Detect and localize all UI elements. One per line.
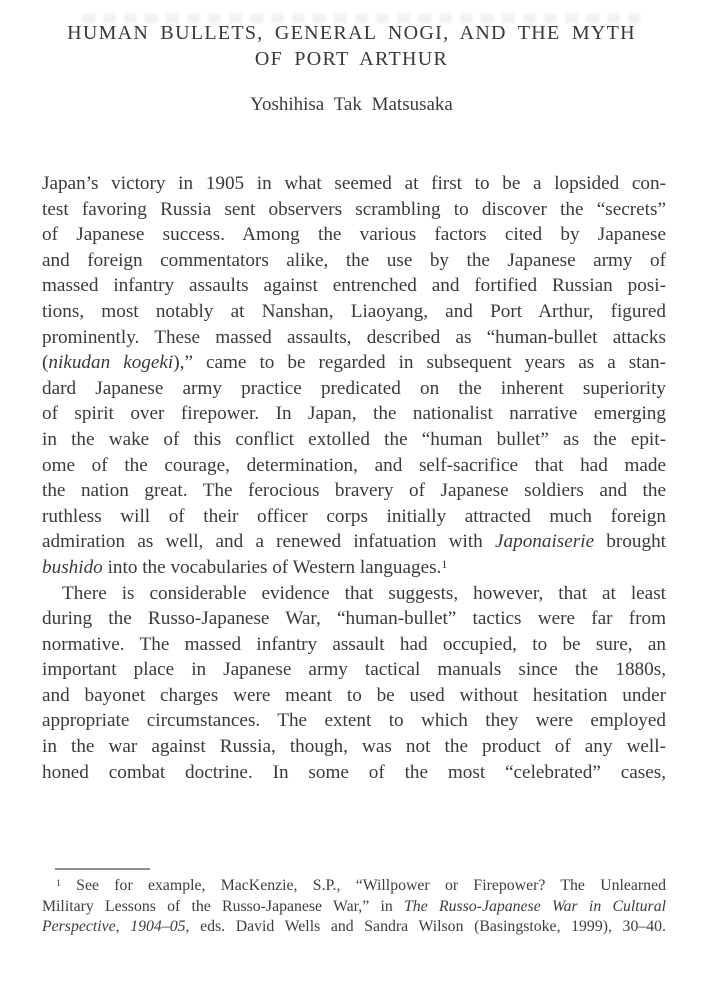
text-line (42, 273, 666, 299)
text-run: There is considerable evidence that suggests, however, that at least (62, 582, 666, 604)
footnote-separator (55, 868, 150, 870)
text-line (42, 917, 666, 938)
text-line (42, 197, 666, 223)
text-line (42, 325, 666, 351)
text-run: ome of the courage, determination, and self-sacrifice that had made (42, 454, 666, 476)
text-line (42, 427, 666, 453)
text-run: during the Russo-Japanese War, “human-bullet” tactics were far from (42, 608, 666, 630)
text-run: and foreign commentators alike, the use by the Japanese army of (42, 249, 666, 271)
article-body (42, 171, 666, 785)
text-run: normative. The massed infantry assault had occupied, to be sure, an (42, 633, 666, 655)
text-run: tions, most notably at Nanshan, Liaoyang, and Port Arthur, figured (42, 300, 666, 322)
text-line (42, 376, 666, 402)
italic-text: Japonaiserie (494, 531, 595, 553)
text-run: important place in Japanese army tactical manuals since the 1880s, (42, 659, 666, 681)
text-line (42, 222, 666, 248)
text-line (42, 248, 666, 274)
text-run: appropriate circumstances. The extent to which they were employed (42, 710, 666, 732)
footnote-marker: 1 (441, 556, 448, 571)
text-run: Japan’s victory in 1905 in what seemed at first to be a lopsided con- (42, 173, 666, 194)
text-line (42, 299, 666, 325)
text-run: ),” came to be regarded in subsequent years as a stan- (173, 352, 667, 374)
text-line (42, 734, 666, 760)
text-run: honed combat doctrine. In some of the most “celebrated” cases, (42, 761, 666, 783)
text-line (42, 171, 666, 197)
text-line (42, 504, 666, 530)
article-author: Yoshihisa Tak Matsusaka (250, 94, 453, 115)
text-run: of Japanese success. Among the various factors cited by Japanese (42, 224, 666, 246)
text-run: in the wake of this conflict extolled the “human bullet” as the epit- (42, 428, 666, 450)
text-run: See for example, MacKenzie, S.P., “Willpower or Firepower? The Unlearned (60, 877, 666, 894)
text-line (42, 350, 666, 376)
text-run: in the war against Russia, though, was not the product of any well- (42, 736, 666, 758)
text-line (42, 606, 666, 632)
footnote-marker: 1 (56, 877, 61, 889)
paragraph (42, 171, 666, 581)
text-line (42, 657, 666, 683)
text-line (42, 876, 666, 897)
article-title-line1: HUMAN BULLETS, GENERAL NOGI, AND THE MYTH (67, 22, 636, 44)
text-run: massed infantry assaults against entrenched and fortified Russian posi- (42, 275, 666, 297)
text-run: , eds. David Wells and Sandra Wilson (Basingstoke, 1999), 30–40. (185, 918, 666, 936)
text-line (42, 897, 666, 918)
text-run: and bayonet charges were meant to be used without hesitation under (42, 684, 666, 706)
text-line (42, 708, 666, 734)
article-title (0, 20, 703, 72)
footnote (42, 876, 666, 938)
text-run: prominently. These massed assaults, described as “human-bullet attacks (42, 326, 666, 348)
text-line (42, 581, 666, 607)
text-run: ( (42, 352, 49, 374)
text-run: ruthless will of their officer corps initially attracted much foreign (42, 505, 666, 527)
text-run: into the vocabularies of Western languages. (102, 556, 442, 578)
text-line (42, 683, 666, 709)
text-run: admiration as well, and a renewed infatuation with (42, 531, 495, 553)
text-line (42, 453, 666, 479)
text-line (42, 555, 666, 581)
text-line (42, 529, 666, 555)
italic-text: bushido (42, 556, 103, 578)
text-line (42, 401, 666, 427)
text-run: Military Lessons of the Russo-Japanese War,” in (42, 897, 405, 915)
italic-text: nikudan kogeki (48, 352, 174, 374)
text-run: the nation great. The ferocious bravery of Japanese soldiers and the (42, 480, 666, 502)
paragraph (42, 581, 666, 786)
text-line (42, 478, 666, 504)
text-run: of spirit over firepower. In Japan, the nationalist narrative emerging (42, 403, 666, 425)
text-line (42, 760, 666, 786)
text-run: brought (594, 531, 666, 553)
text-line (42, 632, 666, 658)
italic-text: The Russo-Japanese War in Cultural (404, 897, 666, 915)
text-run: dard Japanese army practice predicated on the inherent superiority (42, 377, 666, 399)
text-run: test favoring Russia sent observers scrambling to discover the “secrets” (42, 198, 666, 220)
italic-text: Perspective, 1904–05 (42, 918, 186, 936)
article-title-line2: OF PORT ARTHUR (254, 48, 449, 70)
